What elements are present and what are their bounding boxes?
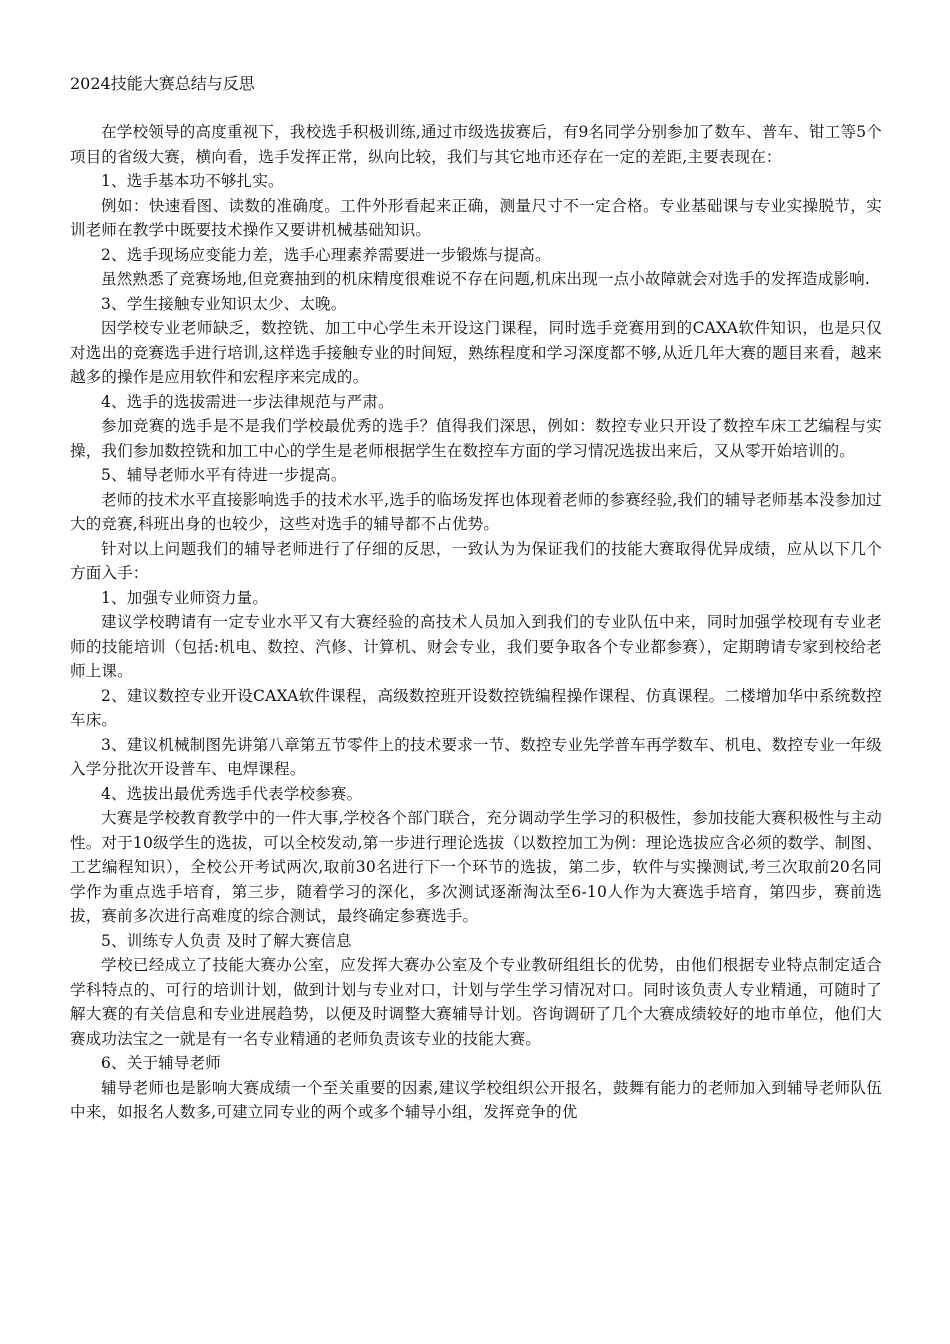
- measure-text-6: 辅导老师也是影响大赛成绩一个至关重要的因素,建议学校组织公开报名，鼓舞有能力的老师加入到辅导老师队伍中来，如报名人数多,可建立同专业的两个或多个辅导小组，发挥竞争的优: [70, 1078, 882, 1121]
- measure-text-4: 大赛是学校教育教学中的一件大事,学校各个部门联合，充分调动学生学习的积极性，参加技能大赛积极性与主动性。对于10级学生的选拔，可以全校发动,第一步进行理论选拔（以数控加工为例：理论选拔应含必须的数学、制图、工艺编程知识），全校公开考试两次,取前30名进行下一个环节的选拔，第二步，软件与实操测试,考三次取前20名同学作为重点选手培育，第三步，随着学习的深化，多次测试逐渐淘汰至6-10人作为大赛选手培育，第四步，赛前选拔，赛前多次进行高难度的综合测试，最终确定参赛选手。: [70, 809, 882, 925]
- measure-text-5: 学校已经成立了技能大赛办公室，应发挥大赛办公室及个专业教研组组长的优势，由他们根据专业特点制定适合学科特点的、可行的培训计划，做到计划与专业对口，计划与学生学习情况对口。同时该负责人专业精通，可随时了解大赛的有关信息和专业进展趋势，以便及时调整大赛辅导计划。咨询调研了几个大赛成绩较好的地市单位，他们大赛成功法宝之一就是有一名专业精通的老师负责该专业的技能大赛。: [70, 956, 882, 1048]
- problem-text-1: 例如：快速看图、读数的准确度。工件外形看起来正确，测量尺寸不一定合格。专业基础课与专业实操脱节，实训老师在教学中既要技术操作又要讲机械基础知识。: [70, 196, 882, 239]
- problem-heading-1: 1、选手基本功不够扎实。: [101, 172, 284, 190]
- reflection-intro: 针对以上问题我们的辅导老师进行了仔细的反思，一致认为为保证我们的技能大赛取得优异成绩，应从以下几个方面入手：: [70, 539, 882, 582]
- document-page: [70, 72, 882, 1125]
- measure-heading-6: 6、关于辅导老师: [101, 1054, 221, 1072]
- measure-heading-1: 1、加强专业师资力量。: [101, 588, 269, 607]
- document-body: [70, 120, 882, 1125]
- paragraph-intro: 在学校领导的高度重视下，我校选手积极训练,通过市级选拔赛后，有9名同学分别参加了数车、普车、钳工等5个项目的省级大赛，横向看，选手发挥正常，纵向比较，我们与其它地市还存在一定的差距,主要表现在：: [70, 123, 882, 166]
- measure-item-2: 2、建议数控专业开设CAXA软件课程，高级数控班开设数控铣编程操作课程、仿真课程。二楼增加华中系统数控车床。: [70, 686, 882, 729]
- problem-heading-4: 4、选手的选拔需进一步法律规范与严肃。: [101, 392, 394, 411]
- measure-heading-4: 4、选拔出最优秀选手代表学校参赛。: [101, 784, 363, 803]
- problem-text-2: 虽然熟悉了竞赛场地,但竞赛抽到的机床精度很难说不存在问题,机床出现一点小故障就会对选手的发挥造成影响.: [101, 270, 870, 288]
- problem-text-5: 老师的技术水平直接影响选手的技术水平,选手的临场发挥也体现着老师的参赛经验,我们的辅导老师基本没参加过大的竞赛,科班出身的也较少，这些对选手的辅导都不占优势。: [70, 490, 882, 533]
- problem-heading-2: 2、选手现场应变能力差，选手心理素养需要进一步锻炼与提高。: [101, 245, 551, 264]
- problem-heading-3: 3、学生接触专业知识太少、太晚。: [101, 294, 347, 313]
- measure-text-1: 建议学校聘请有一定专业水平又有大赛经验的高技术人员加入到我们的专业队伍中来，同时加强学校现有专业老师的技能培训（包括:机电、数控、汽修、计算机、财会专业，我们要争取各个专业都参赛），定期聘请专家到校给老师上课。: [70, 613, 882, 680]
- problem-heading-5: 5、辅导老师水平有待进一步提高。: [101, 466, 347, 484]
- problem-text-4: 参加竞赛的选手是不是我们学校最优秀的选手？值得我们深思，例如：数控专业只开设了数控车床工艺编程与实操，我们参加数控铣和加工中心的学生是老师根据学生在数控车方面的学习情况选拔出来后，又从零开始培训的。: [70, 417, 882, 460]
- measure-item-3: 3、建议机械制图先讲第八章第五节零件上的技术要求一节、数控专业先学普车再学数车、机电、数控专业一年级入学分批次开设普车、电焊课程。: [70, 735, 882, 778]
- problem-text-3: 因学校专业老师缺乏，数控铣、加工中心学生未开设这门课程，同时选手竞赛用到的CAXA软件知识，也是只仅对选出的竞赛选手进行培训,这样选手接触专业的时间短，熟练程度和学习深度都不够,从近几年大赛的题目来看，越来越多的操作是应用软件和宏程序来完成的。: [70, 319, 882, 386]
- measure-heading-5: 5、训练专人负责 及时了解大赛信息: [101, 931, 352, 950]
- document-title: 2024技能大赛总结与反思: [70, 74, 255, 93]
